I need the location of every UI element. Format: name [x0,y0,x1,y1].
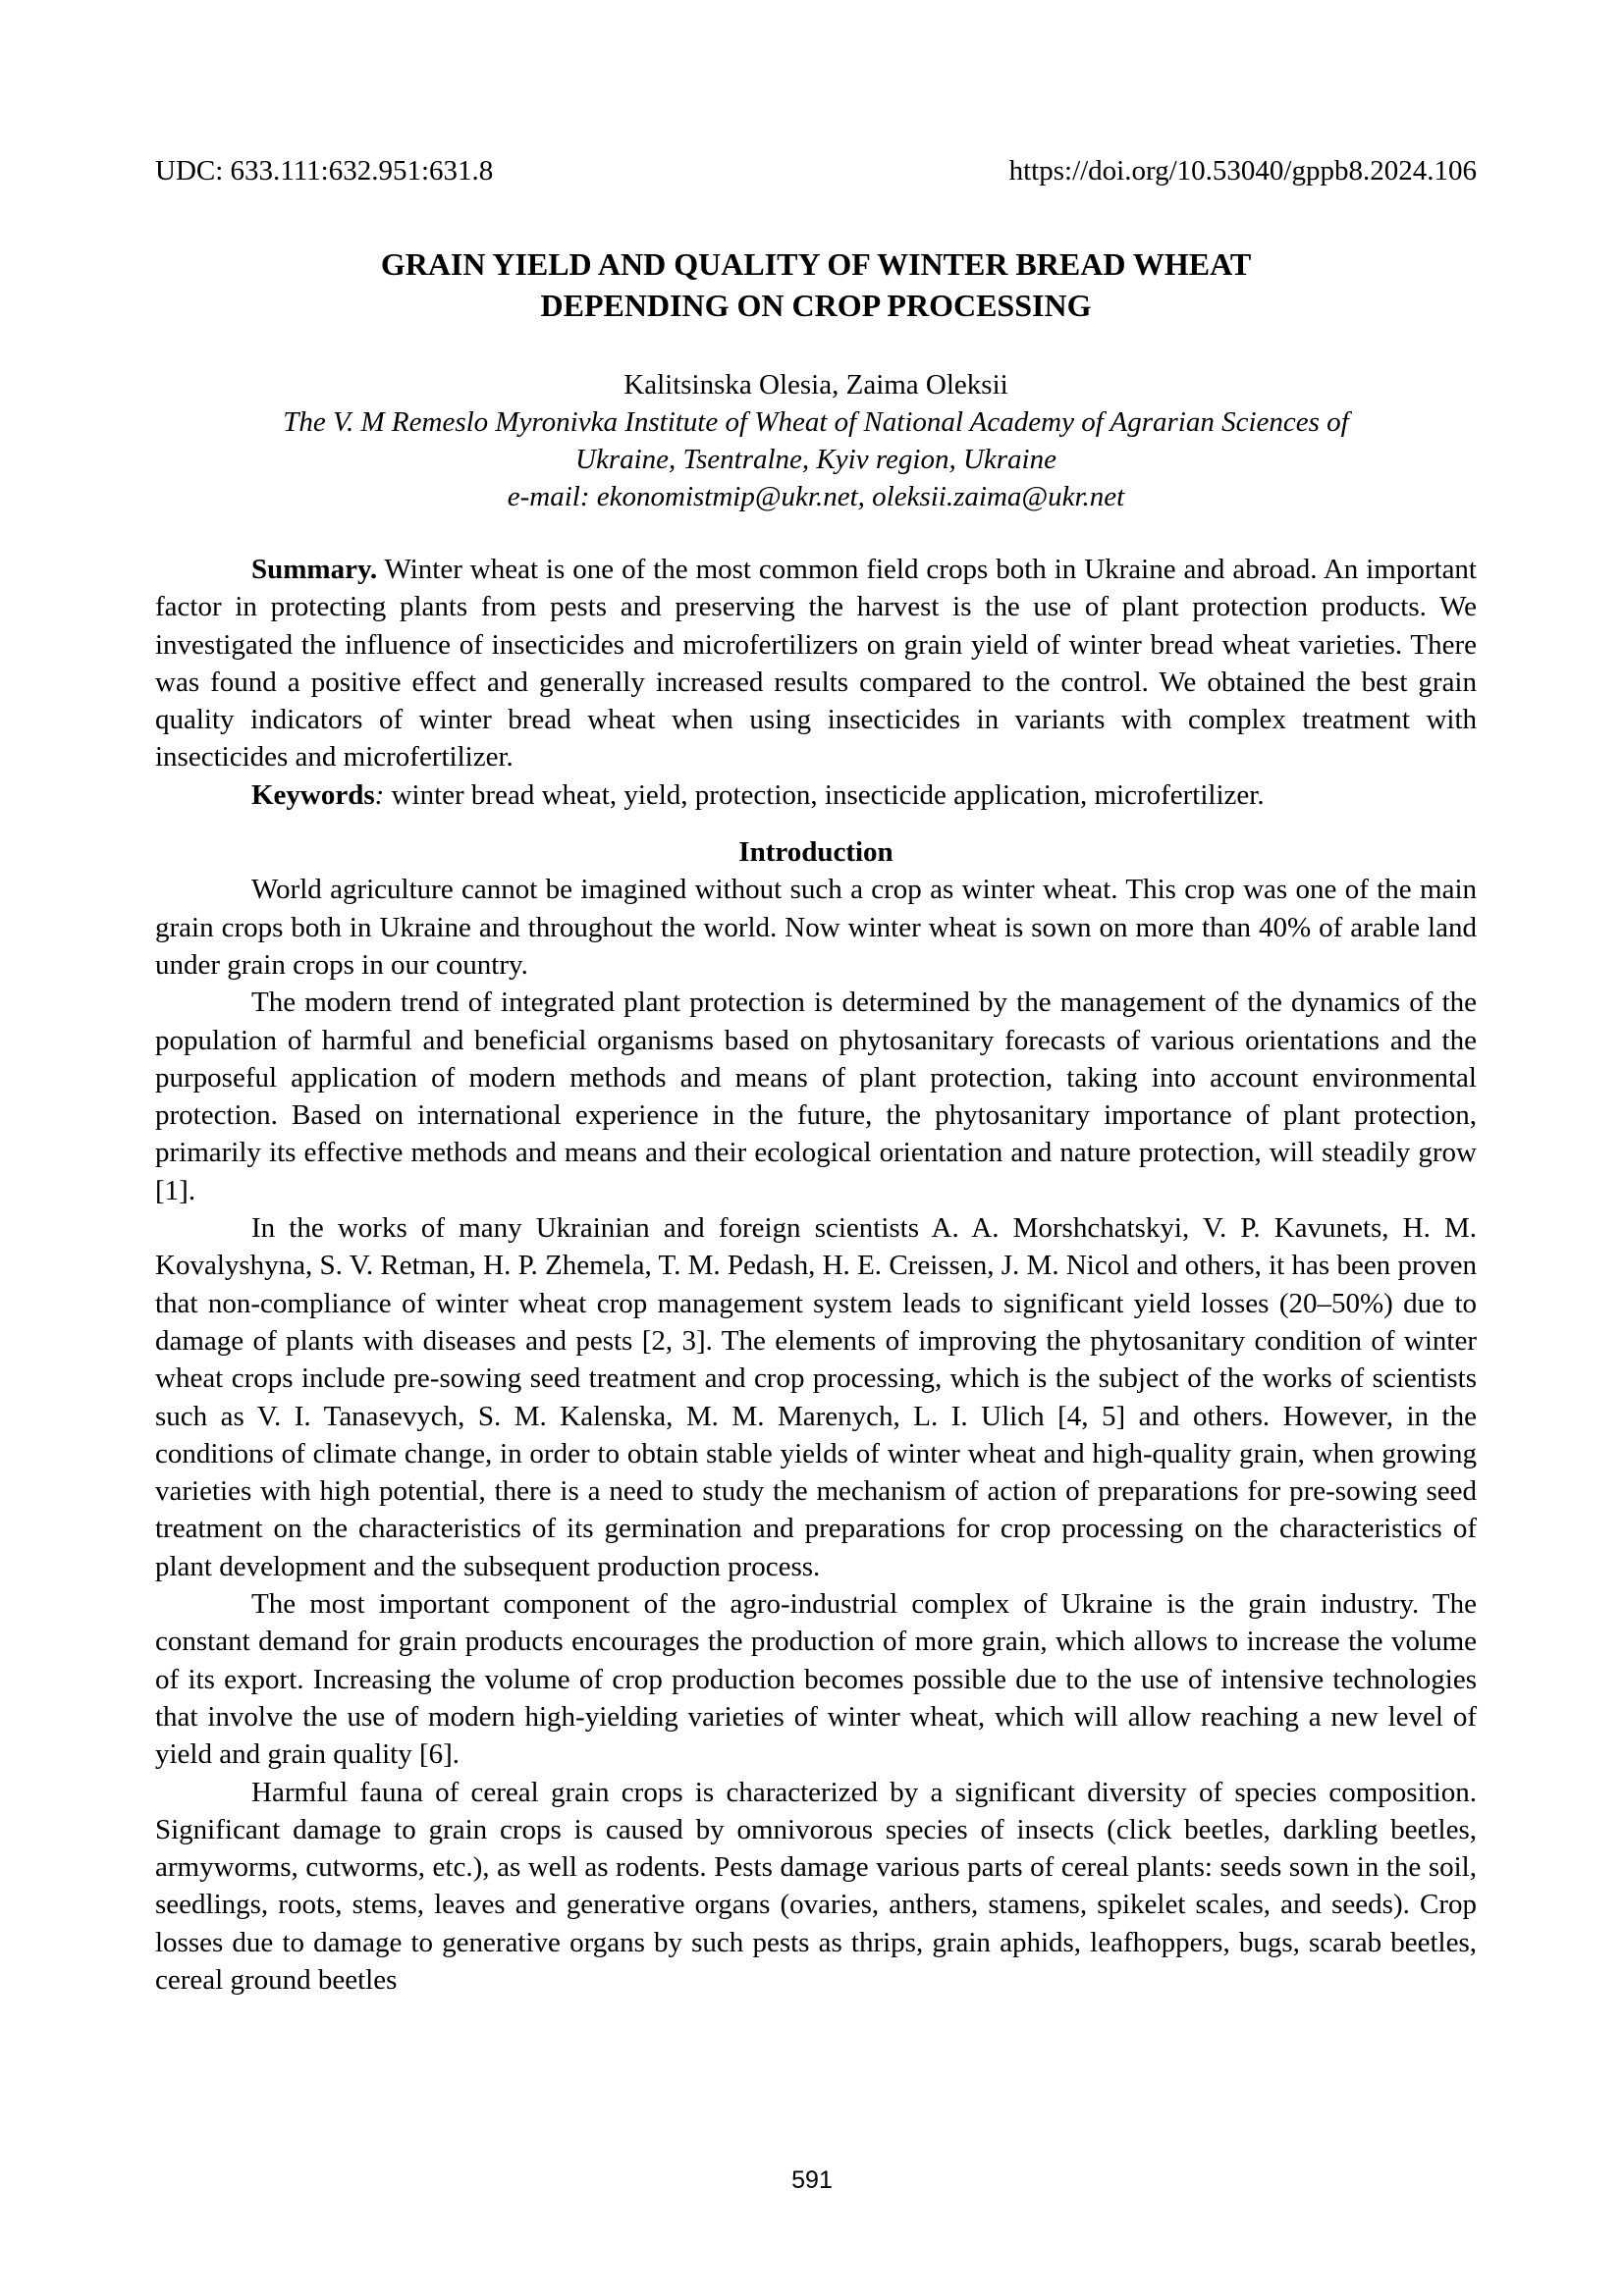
paper-title [155,243,1477,326]
author-email[interactable]: e-mail: ekonomistmip@ukr.net, oleksii.zaima@ukr.net [507,481,1125,512]
intro-paragraph-3: In the works of many Ukrainian and foreign scientists A. A. Morshchatskyi, V. P. Kavunets, H. M. Kovalyshyna, S. V. Retman, H. P. Zhemela, T. M. Pedash, H. E. Creissen, J. M. Nicol and others, it has been proven that non-compliance of winter wheat crop management system leads to significant yield losses (20–50%) due to damage of plants with diseases and pests [2, 3]. The elements of improving the phytosanitary condition of winter wheat crops include pre-sowing seed treatment and crop processing, which is the subject of the works of scientists such as V. I. Tanasevych, S. M. Kalenska, M. M. Marenych, L. I. Ulich [4, 5] and others. However, in the conditions of climate change, in order to obtain stable yields of winter wheat and high-quality grain, when growing varieties with high potential, there is a need to study the mechanism of action of preparations for pre-sowing seed treatment on the characteristics of its germination and preparations for crop processing on the characteristics of plant development and the subsequent production process. [155,1212,1477,1582]
summary-text: Winter wheat is one of the most common field crops both in Ukraine and abroad. An important factor in protecting plants from pests and preserving the harvest is the use of plant protection products. We investigated the influence of insecticides and microfertilizers on grain yield of winter bread wheat varieties. There was found a positive effect and generally increased results compared to the control. We obtained the best grain quality indicators of winter bread wheat when using insecticides in variants with complex treatment with insecticides and microfertilizer. [155,554,1477,774]
intro-paragraph-1: World agriculture cannot be imagined without such a crop as winter wheat. This crop was one of the main grain crops both in Ukraine and throughout the world. Now winter wheat is sown on more than 40% of arable land under grain crops in our country. [155,874,1477,981]
summary-paragraph [155,551,1477,776]
summary-label: Summary. [251,554,378,585]
keywords-label: Keywords [251,778,375,811]
udc-code: UDC: 633.111:632.951:631.8 [155,155,494,187]
page-number: 591 [791,2166,833,2194]
keywords-paragraph [155,776,1477,814]
intro-paragraph-2: The modern trend of integrated plant protection is determined by the management of the dynamics of the population of harmful and beneficial organisms based on phytosanitary forecasts of various orientations and the purposeful application of modern methods and means of plant protection, taking into account environmental protection. Based on international experience in the future, the phytosanitary importance of plant protection, primarily its effective methods and means and their ecological orientation and nature protection, will steadily grow [1]. [155,987,1477,1206]
introduction-heading: Introduction [738,836,893,869]
keywords-text: winter bread wheat, yield, protection, insecticide application, microfertilizer. [384,778,1265,811]
author-block [155,366,1477,515]
title-line-2: DEPENDING ON CROP PROCESSING [540,288,1092,323]
keywords-colon: : [374,778,385,811]
intro-paragraph-5: Harmful fauna of cereal grain crops is characterized by a significant diversity of species composition. Significant damage to grain crops is caused by omnivorous species of insects (click beetles, darkling beetles, armyworms, cutworms, etc.), as well as rodents. Pests damage various parts of cereal plants: seeds sown in the soil, seedlings, roots, stems, leaves and generative organs (ovaries, anthers, stamens, spikelet scales, and seeds). Crop losses due to damage to generative organs by such pests as thrips, grain aphids, leafhoppers, bugs, scarab beetles, cereal ground beetles [155,1776,1477,1996]
intro-paragraph-4: The most important component of the agro-industrial complex of Ukraine is the grain industry. The constant demand for grain products encourages the production of more grain, which allows to increase the volume of its export. Increasing the volume of crop production becomes possible due to the use of intensive technologies that involve the use of modern high-yielding varieties of winter wheat, which will allow reaching a new level of yield and grain quality [6]. [155,1588,1477,1771]
doi-link[interactable]: https://doi.org/10.53040/gppb8.2024.106 [1008,155,1477,187]
running-header [155,155,1477,187]
affiliation-line-2: Ukraine, Tsentralne, Kyiv region, Ukraine [575,444,1056,475]
title-line-1: GRAIN YIELD AND QUALITY OF WINTER BREAD WHEAT [380,246,1252,282]
article-body [155,551,1477,1999]
affiliation-line-1: The V. M Remeslo Myronivka Institute of Wheat of National Academy of Agrarian Sciences of [283,406,1349,438]
author-names: Kalitsinska Olesia, Zaima Oleksii [623,369,1008,400]
